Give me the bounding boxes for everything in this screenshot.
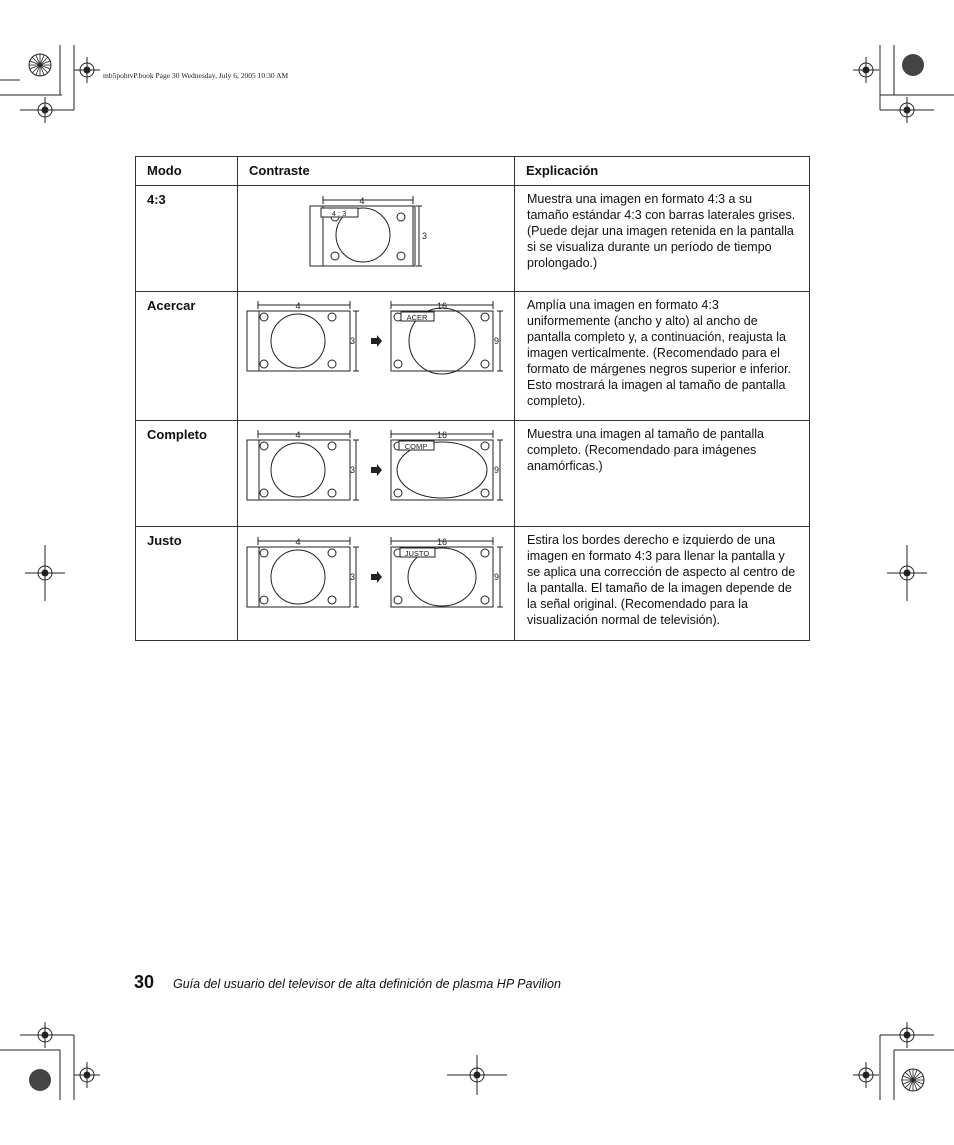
- arrow-right-icon: [371, 335, 382, 347]
- dst-width-label: 16: [436, 537, 448, 547]
- explanation-cell: [515, 186, 810, 292]
- src-width-label: 4: [295, 430, 301, 440]
- aspect-justo-illustration: [238, 527, 514, 635]
- explanation-text: Muestra una imagen en formato 4:3 a su tamaño estándar 4:3 con barras laterales grises. (Puede dejar una imagen retenida en la pantalla si se visualiza durante un período de tiempo prolongado.): [527, 192, 796, 270]
- dim-height-label: 3: [422, 231, 428, 241]
- table-header-row: [136, 157, 810, 186]
- src-height-label: 3: [350, 336, 356, 346]
- mode-name: Completo: [136, 421, 238, 527]
- table-row: [136, 292, 810, 421]
- explanation-text: Estira los bordes derecho e izquierdo de una imagen en formato 4:3 para llenar la pantalla y se aplica una corrección de aspecto al centro de la pantalla. El tamaño de la imagen depende de la señal original. (Recomendado para la visualización normal de televisión).: [527, 533, 796, 627]
- table-row: [136, 186, 810, 292]
- dst-height-label: 9: [494, 465, 500, 475]
- dst-width-label: 16: [436, 430, 448, 440]
- table-row: [136, 421, 810, 527]
- explanation-cell: [515, 292, 810, 421]
- mode-name: Acercar: [136, 292, 238, 421]
- src-height-label: 3: [350, 465, 356, 475]
- src-height-label: 3: [350, 572, 356, 582]
- mode-tag: 4 : 3: [331, 209, 347, 218]
- mode-tag: JUSTO: [404, 549, 430, 558]
- table-row: [136, 527, 810, 641]
- explanation-text: Amplía una imagen en formato 4:3 uniformemente (ancho y alto) al ancho de pantalla completo y, a continuación, reajusta la imagen verticalmente. (Recomendado para el formato de márgenes negros superior e inferior. Esto mostrará la imagen al tamaño de pantalla completo).: [527, 298, 792, 408]
- header-contraste: Contraste: [238, 157, 515, 186]
- dst-height-label: 9: [494, 336, 500, 346]
- diagram-4-3: [238, 186, 515, 292]
- aspect-acercar-illustration: [238, 292, 514, 415]
- dim-width-label: 4: [359, 196, 365, 206]
- aspect-4-3-illustration: [238, 186, 514, 286]
- footer-title: Guía del usuario del televisor de alta definición de plasma HP Pavilion: [173, 977, 561, 991]
- display-modes-table: [135, 156, 810, 641]
- mode-name: Justo: [136, 527, 238, 641]
- dst-width-label: 16: [436, 301, 448, 311]
- arrow-right-icon: [371, 571, 382, 583]
- page-number: 30: [134, 972, 155, 992]
- diagram-acercar: [238, 292, 515, 421]
- src-width-label: 4: [295, 301, 301, 311]
- explanation-text: Muestra una imagen al tamaño de pantalla completo. (Recomendado para imágenes anamórficas.): [527, 427, 764, 473]
- print-header-stamp: mb5pohtvP.book Page 30 Wednesday, July 6, 2005 10:30 AM: [103, 71, 289, 80]
- header-explicacion: Explicación: [515, 157, 810, 186]
- header-modo: Modo: [136, 157, 238, 186]
- diagram-justo: [238, 527, 515, 641]
- mode-tag: COMP: [404, 442, 428, 451]
- mode-name: 4:3: [136, 186, 238, 292]
- explanation-cell: [515, 527, 810, 641]
- mode-tag: ACER: [406, 313, 428, 322]
- arrow-right-icon: [371, 464, 382, 476]
- dst-height-label: 9: [494, 572, 500, 582]
- aspect-completo-illustration: [238, 421, 514, 521]
- explanation-cell: [515, 421, 810, 527]
- diagram-completo: [238, 421, 515, 527]
- src-width-label: 4: [295, 537, 301, 547]
